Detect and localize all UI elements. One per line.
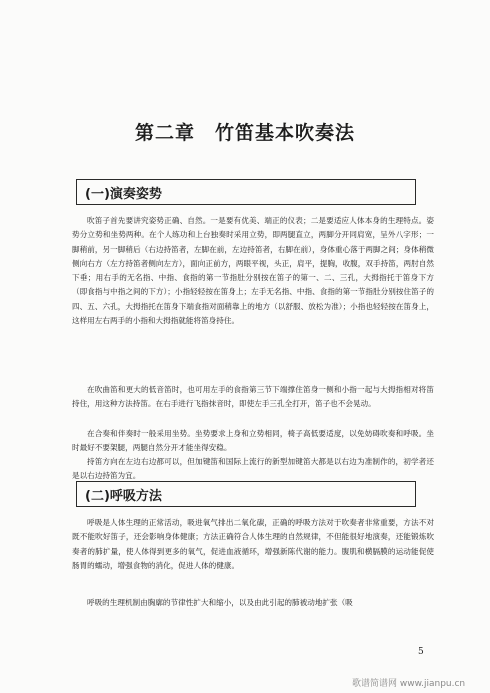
section-header-box: [76, 179, 416, 205]
paragraph-low-flute-holding: 在吹曲笛和更大的低音笛时，也可用左手的食指第三节下端撑住笛身一侧和小指一起与大拇指相对将笛持住，用这种方法持笛。在右手进行飞指抹音时，即使左手三孔全打开，笛子也不会晃动。: [72, 385, 434, 409]
section-title-posture: (一)演奏姿势: [85, 187, 162, 202]
paragraph-breathing-intro: 呼吸是人体生理的正常活动，吸进氧气排出二氧化碳，正确的呼吸方法对于吹奏者非常重要，方法不对既不能吹好笛子，还会影响身体健康；方法正确符合人体生理的自然规律，不但能很好地演奏，还能锻炼吹奏者的肺扩量，使人体得到更多的氧气，促进血液循环，增强新陈代谢的能力。腹肌和横膈膜的运动能促使肠胃的蠕动，增强食物的消化，促进人体的健康。: [72, 518, 434, 570]
section-header-box: [76, 481, 416, 507]
paragraph-holding-direction: 持笛方向在左边右边都可以，但加键笛和国际上流行的新型加键笛大都是以右边为准制作的，初学者还是以右边持笛为宜。: [72, 457, 434, 481]
paragraph-seated-posture: 在合奏和伴奏时一般采用坐势。坐势要求上身和立势相同，椅子高低要适度，以免妨碍吹奏和呼吸。坐时最好不要架腿，两腿自然分开才能坐得安稳。: [72, 429, 434, 453]
paragraph-posture-intro: 吹笛子首先要讲究姿势正确、自然。一是要有优美、端正的仪表；二是要适应人体本身的生理特点。姿势分立势和坐势两种。在个人练功和上台独奏时采用立势，即两腿直立，两脚分开同肩宽，呈外八字形；一脚稍前，另一脚稍后（右边持笛者，左脚在前，左边持笛者，右脚在前），身体重心落于两脚之间；身体稍微侧向右方（左方持笛者侧向左方），面向正前方，两眼平视，头正，肩平，提胸，收腹，双手持笛，两肘自然下垂；用右手的无名指、中指、食指的第一节指肚分别按在笛子的第一、二、三孔，大拇指托于笛身下方（即食指与中指之间的下方）；小指轻轻按在笛身上；左手无名指、中指、食指的第一节指肚分别按住笛子的四、五、六孔，大拇指托在笛身下端食指对面稍靠上的地方（以舒服、放松为准）；小指也轻轻按在笛身上，这样用左右两手的小指和大拇指就能将笛身持住。: [72, 216, 434, 326]
section-title-breathing: (二)呼吸方法: [85, 489, 162, 504]
paragraph-breathing-mechanism: 呼吸的生理机制由胸廓的节律性扩大和缩小，以及由此引起的肺被动地扩张（吸: [87, 598, 353, 607]
chapter-title: 第二章 竹笛基本吹奏法: [134, 122, 355, 144]
page-number: 5: [418, 647, 424, 657]
watermark: 歌谱简谱网 www.jianpu.cn: [352, 679, 466, 689]
